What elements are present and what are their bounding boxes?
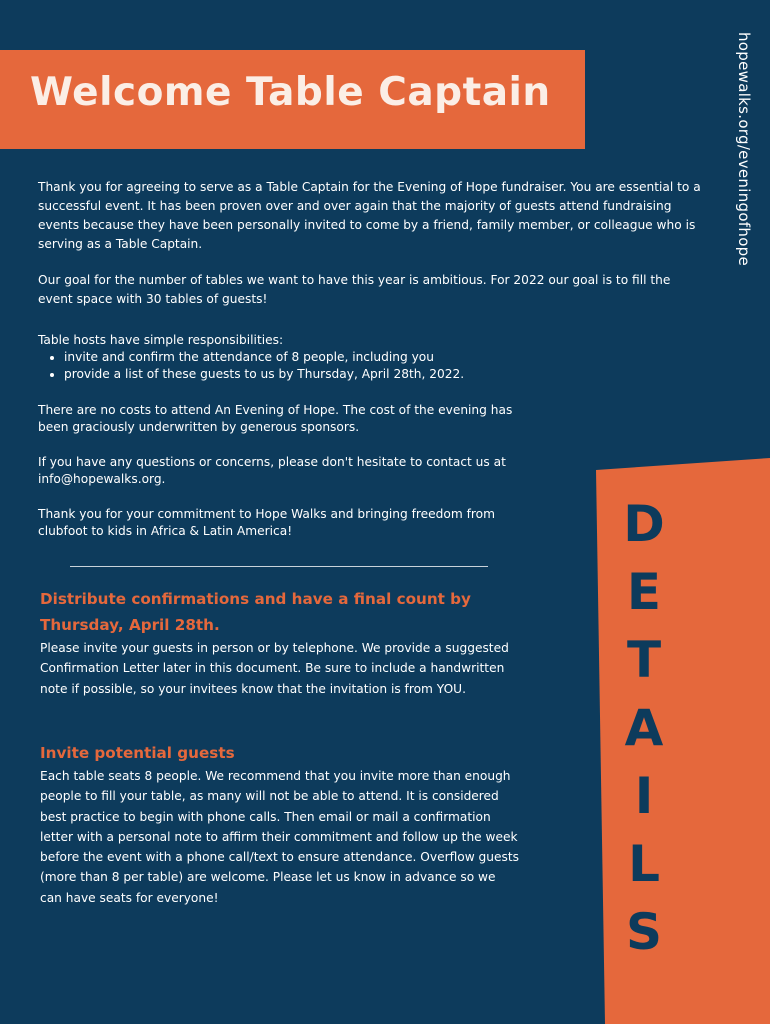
- thanks-paragraph: [38, 506, 528, 540]
- contact-text: If you have any questions or concerns, please don't hesitate to contact us at info@hopewalks.org.: [38, 455, 506, 486]
- title-banner: [0, 50, 585, 149]
- page-title: Welcome Table Captain: [30, 70, 551, 115]
- details-letter: T: [626, 631, 662, 689]
- list-item: • provide a list of these guests to us by Thursday, April 28th, 2022.: [64, 366, 558, 383]
- details-letter: S: [625, 903, 662, 961]
- details-vertical-word: [604, 490, 684, 966]
- intro-paragraph-2: Our goal for the number of tables we want to have this year is ambitious. For 2022 our goal is to fill the event space with 30 tables of guests!: [38, 273, 671, 306]
- section-body-invite: Each table seats 8 people. We recommend that you invite more than enough people to fill your table, as many will not be able to attend. It is considered best practice to begin with phone calls. Then email or mail a confirmation letter with a personal note to affirm their commitment and follow up the week before the event with a phone call/text to ensure attendance. Overflow guests (more than 8 per table) are welcome. Please let us know in advance so we can have seats for everyone!: [40, 769, 519, 905]
- thanks-text: Thank you for your commitment to Hope Walks and bringing freedom from clubfoot to kids in Africa & Latin America!: [38, 507, 495, 538]
- section-heading-invite: Invite potential guests: [40, 744, 235, 762]
- section-body-confirmations: Please invite your guests in person or by telephone. We provide a suggested Confirmation Letter later in this document. Be sure to include a handwritten note if possible, so your invitees know that the invitation is from YOU.: [40, 641, 509, 696]
- details-letter: D: [623, 495, 665, 553]
- intro-section: [38, 178, 703, 309]
- details-letter: I: [634, 767, 654, 825]
- responsibilities-heading: Table hosts have simple responsibilities:: [38, 333, 284, 347]
- costs-paragraph: [38, 402, 528, 436]
- divider: [70, 566, 488, 567]
- details-letter: E: [626, 563, 662, 621]
- side-url: hopewalks.org/eveningofhope: [735, 32, 753, 267]
- intro-paragraph-1: Thank you for agreeing to serve as a Table Captain for the Evening of Hope fundraiser. You are essential to a successful event. It has been proven over and over again that the majority of guests attend fundraising events because they have been personally invited to come by a friend, family member, or colleague who is serving as a Table Captain.: [38, 180, 701, 251]
- list-item: • invite and confirm the attendance of 8 people, including you: [64, 349, 558, 366]
- details-letter: A: [624, 699, 664, 757]
- responsibilities-section: [38, 332, 558, 383]
- details-letter: L: [628, 835, 660, 893]
- section-heading-confirmations: Distribute confirmations and have a final count by Thursday, April 28th.: [40, 590, 471, 634]
- contact-paragraph: [38, 454, 528, 488]
- costs-text: There are no costs to attend An Evening of Hope. The cost of the evening has been graciously underwritten by generous sponsors.: [38, 403, 513, 434]
- responsibilities-list: [38, 349, 558, 383]
